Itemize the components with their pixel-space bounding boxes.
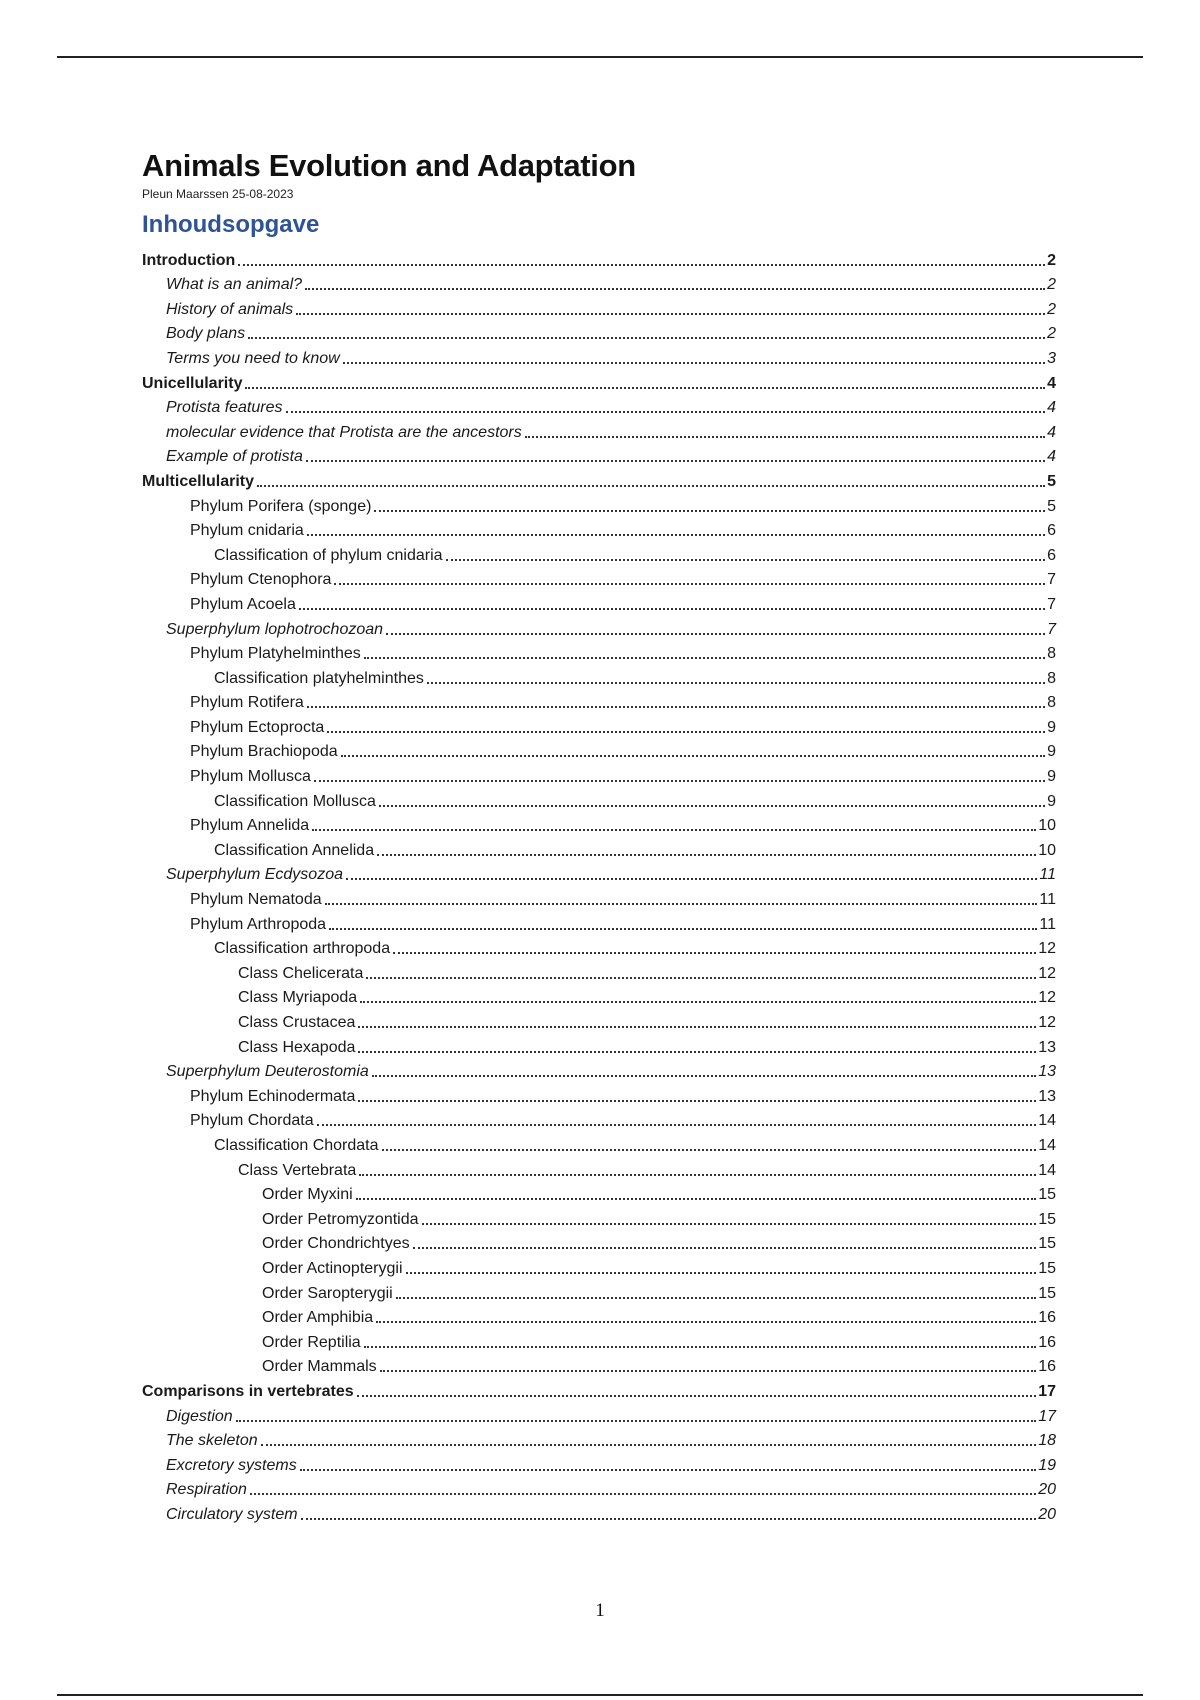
toc-entry-page: 17 — [1038, 1407, 1056, 1425]
toc-entry-page: 2 — [1047, 300, 1056, 318]
toc-entry-title: Classification Chordata — [214, 1136, 379, 1154]
toc-entry-page: 10 — [1038, 817, 1056, 835]
toc-entry-page: 5 — [1047, 472, 1056, 490]
toc-leader-dots — [307, 534, 1045, 536]
table-of-contents — [142, 246, 1056, 1525]
toc-entry[interactable] — [142, 640, 1056, 665]
toc-entry[interactable] — [142, 910, 1056, 935]
toc-entry[interactable] — [142, 1058, 1056, 1083]
toc-entry[interactable] — [142, 1008, 1056, 1033]
toc-leader-dots — [317, 1124, 1037, 1126]
toc-leader-dots — [301, 1518, 1037, 1520]
toc-entry[interactable] — [142, 1205, 1056, 1230]
document-title: Animals Evolution and Adaptation — [142, 148, 636, 183]
toc-entry-title: Phylum Platyhelminthes — [190, 645, 361, 663]
toc-entry-page: 2 — [1047, 251, 1056, 269]
toc-entry-page: 20 — [1038, 1505, 1056, 1523]
toc-entry[interactable] — [142, 812, 1056, 837]
toc-entry-page: 7 — [1047, 595, 1056, 613]
toc-leader-dots — [248, 337, 1045, 339]
toc-leader-dots — [346, 878, 1037, 880]
toc-entry-title: Phylum Chordata — [190, 1112, 314, 1130]
toc-leader-dots — [305, 288, 1045, 290]
toc-entry[interactable] — [142, 713, 1056, 738]
toc-entry-page: 14 — [1038, 1161, 1056, 1179]
toc-entry-page: 14 — [1038, 1112, 1056, 1130]
toc-entry-page: 12 — [1038, 940, 1056, 958]
toc-entry-title: Phylum Acoela — [190, 595, 296, 613]
toc-entry-page: 13 — [1038, 1063, 1056, 1081]
toc-leader-dots — [422, 1223, 1037, 1225]
toc-leader-dots — [413, 1247, 1037, 1249]
toc-entry-page: 7 — [1047, 620, 1056, 638]
toc-entry-title: Terms you need to know — [166, 349, 340, 367]
toc-entry-title: Superphylum Deuterostomia — [166, 1063, 369, 1081]
toc-entry-title: Class Myriapoda — [238, 989, 358, 1007]
toc-leader-dots — [406, 1272, 1037, 1274]
toc-leader-dots — [325, 903, 1038, 905]
toc-leader-dots — [382, 1149, 1037, 1151]
toc-entry[interactable] — [142, 1156, 1056, 1181]
toc-entry-page: 8 — [1047, 645, 1056, 663]
toc-entry-page: 6 — [1047, 522, 1056, 540]
toc-entry[interactable] — [142, 418, 1056, 443]
toc-leader-dots — [314, 780, 1045, 782]
toc-entry[interactable] — [142, 861, 1056, 886]
toc-entry-title: Order Saropterygii — [262, 1284, 393, 1302]
toc-entry-title: Phylum Ectoprocta — [190, 718, 325, 736]
toc-entry-page: 15 — [1038, 1235, 1056, 1253]
toc-entry-title: Body plans — [166, 325, 246, 343]
toc-entry-page: 15 — [1038, 1210, 1056, 1228]
toc-leader-dots — [366, 977, 1036, 979]
toc-entry-page: 4 — [1047, 448, 1056, 466]
toc-entry-title: Order Reptilia — [262, 1333, 361, 1351]
toc-entry-title: Order Myxini — [262, 1186, 353, 1204]
toc-entry-page: 19 — [1038, 1456, 1056, 1474]
toc-entry[interactable] — [142, 1107, 1056, 1132]
toc-entry-title: molecular evidence that Protista are the ancestors — [166, 423, 522, 441]
toc-leader-dots — [374, 510, 1045, 512]
toc-entry-title: Classification Mollusca — [214, 792, 376, 810]
toc-leader-dots — [364, 657, 1045, 659]
toc-entry-title: Phylum Porifera (sponge) — [190, 497, 372, 515]
toc-entry[interactable] — [142, 1377, 1056, 1402]
toc-entry-page: 11 — [1039, 891, 1056, 909]
page-number: 1 — [595, 1600, 605, 1621]
toc-entry-page: 16 — [1038, 1358, 1056, 1376]
toc-leader-dots — [261, 1444, 1037, 1446]
header-rule — [57, 56, 1143, 58]
toc-entry[interactable] — [142, 762, 1056, 787]
toc-entry-title: Phylum Rotifera — [190, 694, 304, 712]
toc-entry[interactable] — [142, 738, 1056, 763]
toc-entry[interactable] — [142, 1279, 1056, 1304]
toc-leader-dots — [312, 829, 1036, 831]
toc-leader-dots — [236, 1420, 1037, 1422]
toc-entry-page: 8 — [1047, 669, 1056, 687]
toc-entry-title: Unicellularity — [142, 374, 243, 392]
toc-entry-title: Order Petromyzontida — [262, 1210, 419, 1228]
toc-entry[interactable] — [142, 1476, 1056, 1501]
toc-entry[interactable] — [142, 1304, 1056, 1329]
toc-entry-title: Classification Annelida — [214, 841, 375, 859]
toc-leader-dots — [306, 460, 1045, 462]
toc-leader-dots — [372, 1075, 1036, 1077]
toc-entry-title: Phylum Annelida — [190, 817, 310, 835]
toc-entry-page: 6 — [1047, 546, 1056, 564]
toc-entry[interactable] — [142, 320, 1056, 345]
toc-entry-title: Phylum cnidaria — [190, 522, 304, 540]
toc-entry-title: Digestion — [166, 1407, 233, 1425]
toc-leader-dots — [238, 264, 1045, 266]
toc-leader-dots — [446, 559, 1046, 561]
toc-entry-title: Phylum Ctenophora — [190, 571, 332, 589]
toc-entry-page: 12 — [1038, 964, 1056, 982]
toc-entry-title: Comparisons in vertebrates — [142, 1382, 354, 1400]
toc-entry[interactable] — [142, 517, 1056, 542]
toc-entry[interactable] — [142, 1131, 1056, 1156]
toc-leader-dots — [343, 362, 1045, 364]
toc-entry[interactable] — [142, 590, 1056, 615]
document-body — [142, 146, 1056, 1525]
toc-entry-page: 7 — [1047, 571, 1056, 589]
toc-leader-dots — [299, 608, 1045, 610]
toc-entry-title: History of animals — [166, 300, 294, 318]
toc-entry-title: Order Mammals — [262, 1358, 377, 1376]
toc-entry-title: Class Vertebrata — [238, 1161, 357, 1179]
toc-entry-page: 16 — [1038, 1333, 1056, 1351]
toc-entry-title: Class Crustacea — [238, 1014, 356, 1031]
toc-entry-title: Classification platyhelminthes — [214, 669, 424, 687]
toc-entry[interactable] — [142, 1230, 1056, 1255]
toc-entry[interactable] — [142, 1451, 1056, 1476]
toc-entry-page: 9 — [1047, 792, 1056, 810]
toc-entry[interactable] — [142, 492, 1056, 517]
toc-entry[interactable] — [142, 1033, 1056, 1058]
toc-leader-dots — [379, 805, 1045, 807]
toc-entry-page: 20 — [1038, 1481, 1056, 1499]
toc-leader-dots — [359, 1174, 1036, 1176]
toc-leader-dots — [358, 1051, 1036, 1053]
toc-entry[interactable] — [142, 1353, 1056, 1378]
toc-entry-page: 13 — [1038, 1087, 1056, 1105]
toc-entry[interactable] — [142, 443, 1056, 468]
toc-leader-dots — [341, 755, 1045, 757]
toc-entry-title: Class Chelicerata — [238, 964, 364, 982]
toc-leader-dots — [377, 854, 1036, 856]
toc-entry-page: 15 — [1038, 1284, 1056, 1302]
toc-entry[interactable] — [142, 344, 1056, 369]
toc-entry-title: Introduction — [142, 251, 236, 269]
toc-entry[interactable] — [142, 246, 1056, 271]
toc-entry-title: Order Actinopterygii — [262, 1259, 403, 1277]
toc-entry[interactable] — [142, 394, 1056, 419]
toc-leader-dots — [356, 1198, 1037, 1200]
toc-entry-title: Phylum Brachiopoda — [190, 743, 338, 761]
toc-entry-page: 14 — [1038, 1136, 1056, 1154]
toc-entry-title: Classification of phylum cnidaria — [214, 546, 443, 564]
toc-entry-page: 9 — [1047, 768, 1056, 786]
toc-leader-dots — [300, 1469, 1037, 1471]
toc-entry-title: Example of protista — [166, 448, 303, 466]
toc-entry-title: Superphylum Ecdysozoa — [166, 866, 343, 884]
toc-leader-dots — [329, 928, 1037, 930]
toc-entry-page: 8 — [1047, 694, 1056, 712]
toc-leader-dots — [380, 1370, 1037, 1372]
toc-entry-page: 11 — [1039, 915, 1056, 933]
toc-entry[interactable] — [142, 369, 1056, 394]
toc-entry[interactable] — [142, 541, 1056, 566]
toc-entry[interactable] — [142, 1328, 1056, 1353]
toc-entry-title: Phylum Arthropoda — [190, 915, 327, 933]
toc-entry-page: 2 — [1047, 276, 1056, 294]
toc-entry-page: 11 — [1039, 866, 1056, 884]
toc-entry-title: Class Hexapoda — [238, 1038, 356, 1056]
toc-leader-dots — [393, 952, 1036, 954]
toc-entry-page: 13 — [1038, 1038, 1056, 1056]
toc-entry[interactable] — [142, 295, 1056, 320]
toc-leader-dots — [257, 485, 1045, 487]
toc-leader-dots — [386, 633, 1045, 635]
toc-leader-dots — [357, 1395, 1037, 1397]
toc-entry-title: Phylum Mollusca — [190, 768, 311, 786]
toc-entry[interactable] — [142, 566, 1056, 591]
toc-entry[interactable] — [142, 1427, 1056, 1452]
toc-entry-title: Circulatory system — [166, 1505, 298, 1523]
toc-entry-page: 4 — [1047, 423, 1056, 441]
toc-entry[interactable] — [142, 689, 1056, 714]
toc-entry-page: 5 — [1047, 497, 1056, 515]
toc-entry[interactable] — [142, 1402, 1056, 1427]
toc-entry-title: Phylum Echinodermata — [190, 1087, 356, 1105]
toc-leader-dots — [427, 682, 1045, 684]
footer-rule — [57, 1694, 1143, 1696]
toc-leader-dots — [296, 313, 1045, 315]
toc-entry-page: 12 — [1038, 989, 1056, 1007]
toc-entry-page: 4 — [1047, 399, 1056, 417]
toc-entry-title: Respiration — [166, 1481, 247, 1499]
toc-leader-dots — [396, 1297, 1036, 1299]
toc-entry-title: Phylum Nematoda — [190, 891, 322, 909]
toc-entry-page: 15 — [1038, 1186, 1056, 1204]
toc-leader-dots — [327, 731, 1045, 733]
toc-leader-dots — [358, 1100, 1036, 1102]
toc-entry[interactable] — [142, 664, 1056, 689]
toc-heading: Inhoudsopgave — [142, 211, 320, 238]
toc-entry[interactable] — [142, 787, 1056, 812]
toc-entry[interactable] — [142, 1500, 1056, 1525]
toc-leader-dots — [286, 411, 1046, 413]
toc-leader-dots — [334, 583, 1045, 585]
toc-entry-title: The skeleton — [166, 1432, 258, 1450]
toc-entry-title: Order Chondrichtyes — [262, 1235, 410, 1253]
toc-entry-title: What is an animal? — [166, 276, 303, 294]
toc-leader-dots — [360, 1001, 1036, 1003]
toc-entry-page: 18 — [1038, 1432, 1056, 1450]
toc-entry-page: 9 — [1047, 743, 1056, 761]
toc-entry-page: 12 — [1038, 1014, 1056, 1031]
toc-entry-page: 9 — [1047, 718, 1056, 736]
toc-entry[interactable] — [142, 984, 1056, 1009]
toc-entry-page: 16 — [1038, 1309, 1056, 1327]
toc-entry-page: 2 — [1047, 325, 1056, 343]
toc-leader-dots — [358, 1026, 1036, 1028]
toc-entry-title: Superphylum lophotrochozoan — [166, 620, 384, 638]
toc-leader-dots — [250, 1493, 1036, 1495]
document-subtitle: Pleun Maarssen 25-08-2023 — [142, 187, 294, 201]
toc-entry-title: Multicellularity — [142, 472, 255, 490]
toc-entry[interactable] — [142, 467, 1056, 492]
toc-entry-title: Protista features — [166, 399, 283, 417]
toc-entry[interactable] — [142, 615, 1056, 640]
toc-entry-page: 3 — [1047, 349, 1056, 367]
toc-entry[interactable] — [142, 836, 1056, 861]
toc-entry[interactable] — [142, 1254, 1056, 1279]
toc-entry[interactable] — [142, 1082, 1056, 1107]
toc-entry-page: 10 — [1038, 841, 1056, 859]
toc-leader-dots — [245, 387, 1045, 389]
toc-entry[interactable] — [142, 1181, 1056, 1206]
toc-entry-page: 15 — [1038, 1259, 1056, 1277]
toc-entry[interactable] — [142, 271, 1056, 296]
toc-leader-dots — [364, 1346, 1037, 1348]
toc-leader-dots — [525, 436, 1045, 438]
toc-entry[interactable] — [142, 935, 1056, 960]
toc-entry[interactable] — [142, 959, 1056, 984]
toc-leader-dots — [307, 706, 1045, 708]
toc-leader-dots — [376, 1321, 1036, 1323]
toc-entry-page: 17 — [1038, 1382, 1056, 1400]
toc-entry-title: Classification arthropoda — [214, 940, 391, 958]
toc-entry-title: Excretory systems — [166, 1456, 297, 1474]
toc-entry-title: Order Amphibia — [262, 1309, 374, 1327]
toc-entry[interactable] — [142, 885, 1056, 910]
toc-entry-page: 4 — [1047, 374, 1056, 392]
